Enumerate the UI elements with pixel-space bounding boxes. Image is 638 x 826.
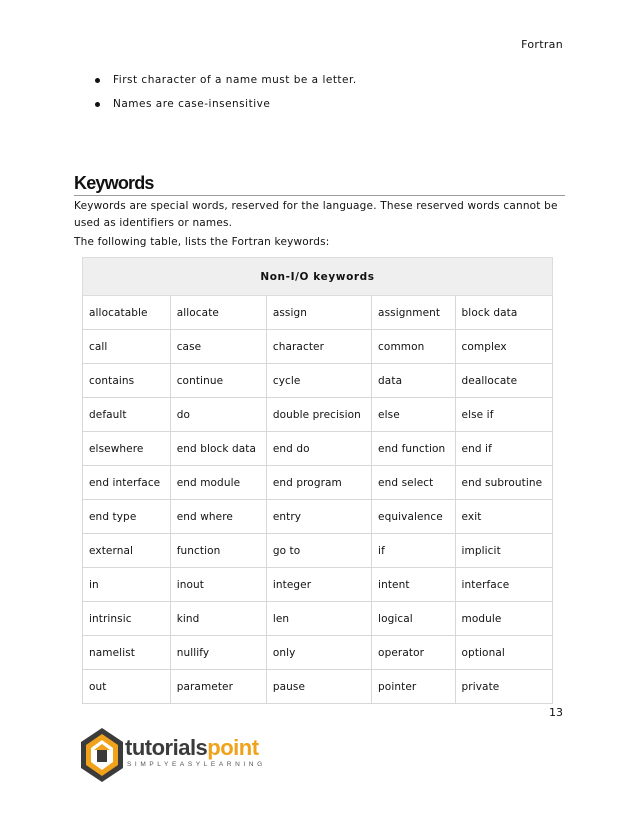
table-row xyxy=(83,398,553,432)
table-cell: data xyxy=(372,364,455,398)
table-cell: logical xyxy=(372,602,455,636)
table-cell: assign xyxy=(266,296,371,330)
table-row xyxy=(83,568,553,602)
table-cell: do xyxy=(170,398,266,432)
table-cell: cycle xyxy=(266,364,371,398)
section-heading: Keywords xyxy=(74,173,565,196)
table-cell: double precision xyxy=(266,398,371,432)
table-row xyxy=(83,364,553,398)
table-cell: operator xyxy=(372,636,455,670)
table-cell: integer xyxy=(266,568,371,602)
logo-word-tutorials: tutorials xyxy=(125,735,208,760)
table-cell: end select xyxy=(372,466,455,500)
table-cell: block data xyxy=(455,296,552,330)
table-cell: function xyxy=(170,534,266,568)
table-row xyxy=(83,670,553,704)
table-cell: end block data xyxy=(170,432,266,466)
table-cell: go to xyxy=(266,534,371,568)
table-cell: allocate xyxy=(170,296,266,330)
table-cell: else xyxy=(372,398,455,432)
table-row xyxy=(83,330,553,364)
table-cell: interface xyxy=(455,568,552,602)
keywords-table xyxy=(82,257,553,704)
bullet-item xyxy=(76,95,357,119)
table-cell: nullify xyxy=(170,636,266,670)
table-row xyxy=(83,500,553,534)
table-cell: only xyxy=(266,636,371,670)
table-row xyxy=(83,466,553,500)
table-row xyxy=(83,636,553,670)
table-cell: end program xyxy=(266,466,371,500)
table-cell: default xyxy=(83,398,171,432)
table-cell: end type xyxy=(83,500,171,534)
table-cell: continue xyxy=(170,364,266,398)
table-cell: end function xyxy=(372,432,455,466)
bullet-text: Names are case-insensitive xyxy=(113,98,271,110)
table-cell: kind xyxy=(170,602,266,636)
table-cell: intrinsic xyxy=(83,602,171,636)
bullet-dot-icon xyxy=(95,78,100,83)
bullet-dot-icon xyxy=(95,102,100,107)
table-cell: module xyxy=(455,602,552,636)
table-cell: else if xyxy=(455,398,552,432)
table-cell: end if xyxy=(455,432,552,466)
table-row xyxy=(83,602,553,636)
table-cell: namelist xyxy=(83,636,171,670)
page-number: 13 xyxy=(549,706,563,719)
table-cell: pointer xyxy=(372,670,455,704)
table-cell: assignment xyxy=(372,296,455,330)
table-cell: common xyxy=(372,330,455,364)
table-cell: private xyxy=(455,670,552,704)
logo-emblem-icon xyxy=(77,726,127,784)
table-row xyxy=(83,296,553,330)
table-cell: end do xyxy=(266,432,371,466)
table-header-cell: Non-I/O keywords xyxy=(83,258,553,296)
table-cell: complex xyxy=(455,330,552,364)
table-cell: call xyxy=(83,330,171,364)
table-cell: end interface xyxy=(83,466,171,500)
bullet-list xyxy=(76,71,357,119)
table-cell: inout xyxy=(170,568,266,602)
table-cell: entry xyxy=(266,500,371,534)
table-cell: deallocate xyxy=(455,364,552,398)
tutorialspoint-logo xyxy=(77,726,267,786)
table-cell: len xyxy=(266,602,371,636)
table-cell: out xyxy=(83,670,171,704)
bullet-item xyxy=(76,71,357,95)
table-row xyxy=(83,534,553,568)
intro-paragraph: Keywords are special words, reserved for the language. These reserved words cannot be used as identifiers or names. xyxy=(74,200,558,229)
table-cell: character xyxy=(266,330,371,364)
table-cell: end module xyxy=(170,466,266,500)
table-cell: end subroutine xyxy=(455,466,552,500)
table-row xyxy=(83,432,553,466)
table-cell: case xyxy=(170,330,266,364)
table-intro-paragraph: The following table, lists the Fortran keywords: xyxy=(74,236,330,248)
table-cell: elsewhere xyxy=(83,432,171,466)
table-cell: parameter xyxy=(170,670,266,704)
logo-word-point: point xyxy=(207,735,259,760)
table-cell: in xyxy=(83,568,171,602)
table-cell: implicit xyxy=(455,534,552,568)
table-cell: external xyxy=(83,534,171,568)
table-cell: end where xyxy=(170,500,266,534)
logo-tagline: SIMPLYEASYLEARNING xyxy=(127,761,266,768)
table-cell: contains xyxy=(83,364,171,398)
page-header-title: Fortran xyxy=(521,38,563,51)
bullet-text: First character of a name must be a letter. xyxy=(113,74,357,86)
table-header-row xyxy=(83,258,553,296)
table-cell: pause xyxy=(266,670,371,704)
logo-wordmark xyxy=(125,736,259,760)
table-cell: intent xyxy=(372,568,455,602)
table-cell: optional xyxy=(455,636,552,670)
table-cell: allocatable xyxy=(83,296,171,330)
table-cell: if xyxy=(372,534,455,568)
table-cell: exit xyxy=(455,500,552,534)
table-cell: equivalence xyxy=(372,500,455,534)
